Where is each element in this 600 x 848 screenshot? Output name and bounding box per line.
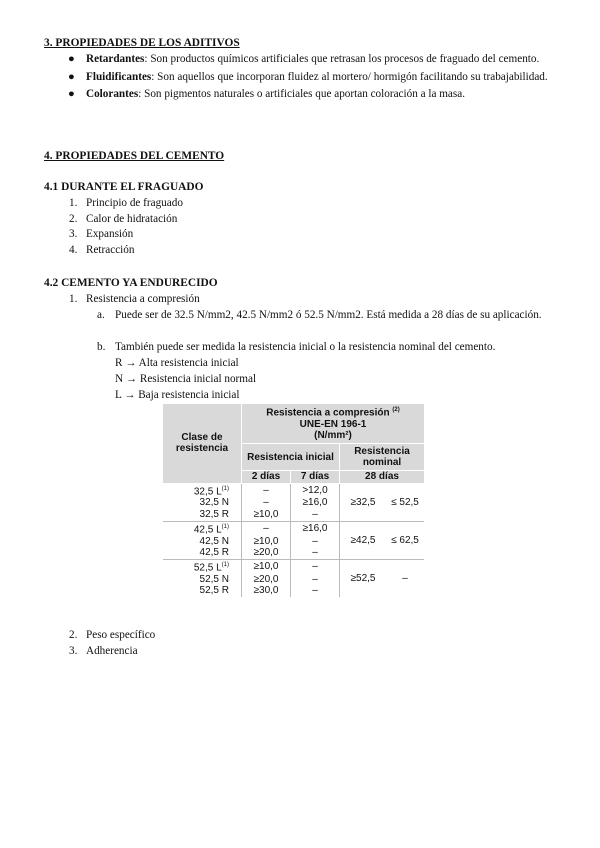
item-text: Adherencia (86, 644, 138, 657)
value-2d: ≥10,0 (242, 509, 291, 521)
sub-item-a: a. Puede ser de 32.5 N/mm2, 42.5 N/mm2 ó 52.5 N/mm2. Está medida a 28 días de su aplicación. (97, 308, 558, 324)
value-28d-max: ≤ 62,5 (386, 521, 424, 559)
list-item: 2. Calor de hidratación (69, 212, 178, 225)
additives-list (66, 52, 558, 105)
value-7d: ≥16,0 (291, 497, 340, 509)
class-value: 52,5 N (199, 573, 229, 585)
class-cell (163, 483, 242, 497)
class-cell (163, 521, 242, 535)
header-2d: 2 días (242, 471, 291, 483)
class-cell (163, 509, 242, 521)
class-cell (163, 559, 242, 573)
class-cell (163, 585, 242, 597)
item-text: También puede ser medida la resistencia inicial o la resistencia nominal del cemento. (115, 341, 496, 353)
list-item: 3. Adherencia (69, 644, 138, 657)
list-item: 2. Peso específico (69, 629, 156, 641)
value-2d: – (242, 483, 291, 497)
header-main-title: Resistencia a compresión (266, 407, 390, 419)
header-initial: Resistencia inicial (242, 443, 340, 470)
section-4-title: 4. PROPIEDADES DEL CEMENTO (44, 150, 225, 162)
item-text: Retracción (86, 243, 135, 256)
class-value: 32,5 L (193, 485, 222, 497)
bullet-icon: ● (68, 70, 75, 83)
class-value: 42,5 R (199, 547, 229, 559)
class-value: 52,5 L (193, 562, 222, 574)
table-row (163, 559, 424, 573)
bullet-icon: ● (68, 88, 75, 101)
class-cell (163, 547, 242, 559)
value-2d: ≥30,0 (242, 585, 291, 597)
legend-r: R → Alta resistencia inicial (115, 357, 239, 369)
value-2d: – (242, 497, 291, 509)
item-text: Peso específico (86, 629, 156, 641)
list-item: 1. Resistencia a compresión (69, 293, 200, 305)
value-7d: – (291, 535, 340, 547)
value-28d-min: ≥52,5 (340, 559, 387, 597)
value-28d-max: ≤ 52,5 (386, 483, 424, 521)
list-item: 4. Retracción (69, 243, 135, 256)
table-row (163, 483, 424, 497)
value-7d: >12,0 (291, 483, 340, 497)
value-2d: – (242, 521, 291, 535)
table-row (163, 521, 424, 535)
class-cell (163, 497, 242, 509)
footnote-mark: (1) (221, 485, 229, 492)
resistance-table (163, 404, 424, 597)
value-2d: ≥10,0 (242, 559, 291, 573)
legend-l: L → Baja resistencia inicial (115, 389, 240, 401)
value-2d: ≥20,0 (242, 573, 291, 585)
class-value: 32,5 R (199, 509, 229, 521)
term: Colorantes (86, 88, 139, 101)
header-class: Clase de resistencia (163, 404, 242, 483)
footnote-mark: (1) (221, 523, 229, 530)
other-properties-list (69, 628, 155, 659)
list-item (66, 87, 558, 103)
bullet-icon: ● (68, 53, 75, 65)
value-7d: – (291, 559, 340, 573)
header-unit: (N/mm²) (314, 429, 352, 441)
value-7d: – (291, 573, 340, 585)
value-7d: – (291, 509, 340, 521)
list-item (66, 70, 558, 86)
value-2d: ≥20,0 (242, 547, 291, 559)
class-value: 32,5 N (199, 497, 229, 509)
list-item (66, 52, 558, 68)
term: Retardantes (86, 53, 145, 65)
hardened-list (69, 292, 200, 308)
value-7d: – (291, 547, 340, 559)
header-main (242, 404, 425, 443)
item-text: Puede ser de 32.5 N/mm2, 42.5 N/mm2 ó 52.5 N/mm2. Está medida a 28 días de su aplicación. (115, 309, 542, 321)
class-cell (163, 535, 242, 547)
class-cell (163, 573, 242, 585)
setting-list (69, 196, 183, 258)
class-value: 42,5 N (199, 535, 229, 547)
section-4-1-title: 4.1 DURANTE EL FRAGUADO (44, 181, 204, 193)
term: Fluidificantes (86, 70, 152, 83)
list-item: 3. Expansión (69, 228, 134, 241)
item-text: Resistencia a compresión (86, 293, 200, 305)
value-28d-min: ≥42,5 (340, 521, 387, 559)
class-value: 52,5 R (199, 585, 229, 597)
header-28d: 28 días (340, 471, 425, 483)
legend-n: N → Resistencia inicial normal (115, 373, 257, 385)
value-7d: – (291, 585, 340, 597)
value-2d: ≥10,0 (242, 535, 291, 547)
section-3-title: 3. PROPIEDADES DE LOS ADITIVOS (44, 37, 240, 49)
footnote-mark: (2) (392, 407, 400, 413)
header-nominal: Resistencia nominal (340, 443, 425, 470)
footnote-mark: (1) (221, 561, 229, 568)
list-item: 1. Principio de fraguado (69, 197, 183, 209)
header-7d: 7 días (291, 471, 340, 483)
value-28d-max: – (386, 559, 424, 597)
item-text: Expansión (86, 228, 134, 241)
header-standard: UNE-EN 196-1 (299, 418, 367, 430)
class-value: 42,5 L (193, 524, 222, 535)
item-text: Calor de hidratación (86, 212, 178, 225)
definition: : Son aquellos que incorporan fluidez al mortero/ hormigón facilitando su trabajabilidad. (151, 70, 548, 83)
value-7d: ≥16,0 (291, 521, 340, 535)
definition: : Son pigmentos naturales o artificiales que aportan coloración a la masa. (138, 88, 466, 101)
item-text: Principio de fraguado (86, 197, 183, 209)
value-28d-min: ≥32,5 (340, 483, 387, 521)
section-4-2-title: 4.2 CEMENTO YA ENDURECIDO (44, 277, 218, 289)
sub-item-b: b. También puede ser medida la resistencia inicial o la resistencia nominal del cemento. (97, 340, 558, 356)
definition: : Son productos químicos artificiales que retrasan los procesos de fraguado del cemento. (144, 53, 540, 65)
